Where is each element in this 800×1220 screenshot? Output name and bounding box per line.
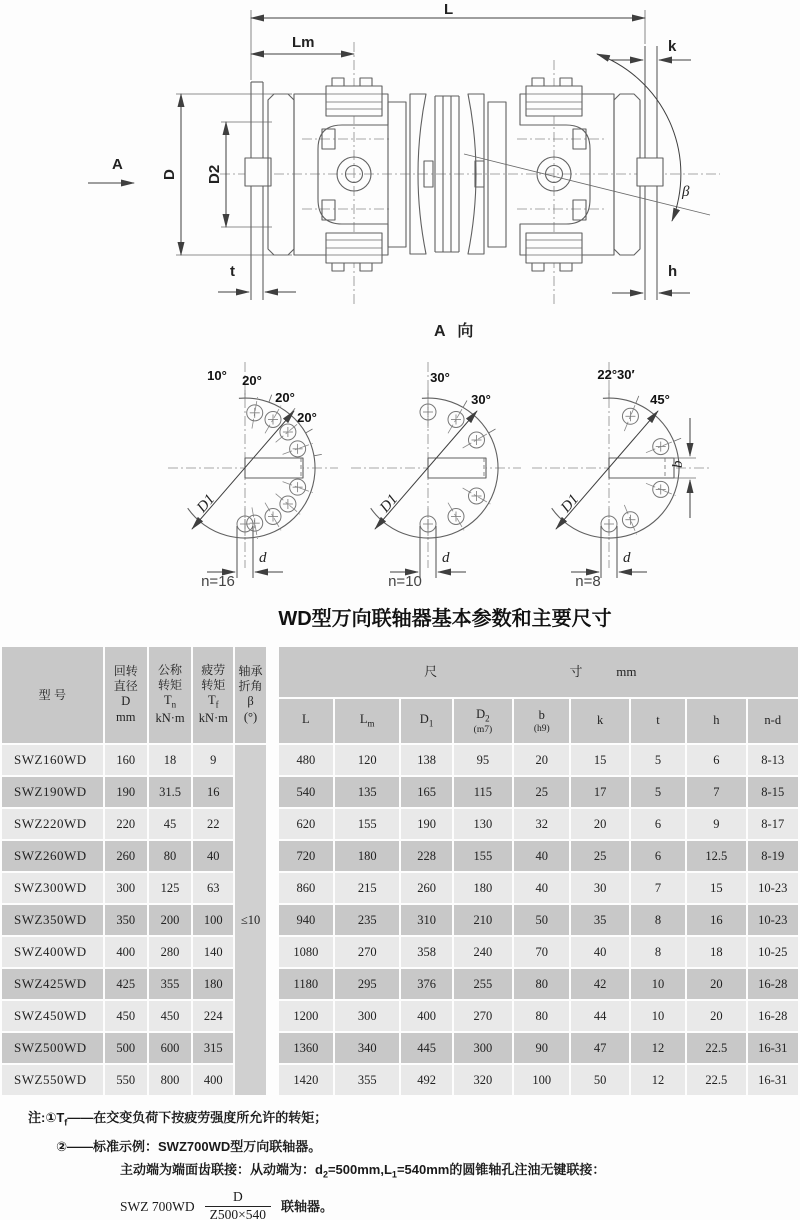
dim-label-D: D [161, 169, 178, 180]
value-cell: 300 [335, 1001, 399, 1031]
model-cell: SWZ190WD [2, 777, 103, 807]
hole-count-caption: n=10 [388, 573, 422, 590]
header-model: 型 号 [2, 647, 103, 743]
value-cell: 18 [687, 937, 745, 967]
value-cell: 16-31 [748, 1065, 798, 1095]
angle-label: 20° [242, 373, 262, 388]
header-t: t [631, 699, 685, 743]
dim-label-L: L [444, 2, 454, 18]
right-yoke [520, 94, 614, 255]
value-cell: 400 [105, 937, 147, 967]
bolt-circle-n10 [343, 356, 533, 598]
dim-label-b: b [670, 460, 686, 468]
view-caption: A 向 [434, 323, 478, 340]
value-cell: 400 [193, 1065, 233, 1095]
value-cell: 355 [149, 969, 191, 999]
model-cell: SWZ400WD [2, 937, 103, 967]
table-row [2, 905, 798, 935]
table-body [2, 745, 798, 1095]
value-cell: 600 [149, 1033, 191, 1063]
value-cell: 10-25 [748, 937, 798, 967]
value-cell: 135 [335, 777, 399, 807]
value-cell: 12 [631, 1065, 685, 1095]
value-cell: 40 [514, 873, 569, 903]
value-cell: 138 [401, 745, 451, 775]
value-cell: 8 [631, 905, 685, 935]
coupling-drawing [72, 2, 752, 350]
table-row [2, 1065, 798, 1095]
beta-value-cell: ≤10 [235, 745, 265, 1095]
value-cell: 376 [401, 969, 451, 999]
model-cell: SWZ220WD [2, 809, 103, 839]
header-nd: n-d [748, 699, 798, 743]
table-gap-column [268, 647, 277, 743]
angle-label: 10° [207, 368, 227, 383]
value-cell: 215 [335, 873, 399, 903]
value-cell: 940 [279, 905, 333, 935]
parameter-table [0, 645, 800, 1097]
model-cell: SWZ550WD [2, 1065, 103, 1095]
header-L: L [279, 699, 333, 743]
value-cell: 270 [335, 937, 399, 967]
value-cell: 95 [454, 745, 512, 775]
value-cell: 425 [105, 969, 147, 999]
value-cell: 6 [631, 809, 685, 839]
value-cell: 8-19 [748, 841, 798, 871]
value-cell: 20 [514, 745, 569, 775]
value-cell: 450 [149, 1001, 191, 1031]
value-cell: 40 [193, 841, 233, 871]
table-row [2, 841, 798, 871]
value-cell: 80 [514, 1001, 569, 1031]
value-cell: 18 [149, 745, 191, 775]
left-key-block [245, 158, 271, 186]
value-cell: 260 [105, 841, 147, 871]
header-D1: $D_1$ [401, 699, 451, 743]
value-cell: 90 [514, 1033, 569, 1063]
header-dimensions: 尺 寸 mm [279, 647, 798, 697]
value-cell: 15 [687, 873, 745, 903]
table-row [2, 873, 798, 903]
value-cell: 860 [279, 873, 333, 903]
angle-label: 30° [430, 370, 450, 385]
note-4: SWZ 700WD $\frac{D}{Z500\times 540}$ 联轴器。 [120, 1186, 800, 1220]
value-cell: 25 [571, 841, 628, 871]
value-cell: 100 [514, 1065, 569, 1095]
value-cell: 500 [105, 1033, 147, 1063]
value-cell: 300 [454, 1033, 512, 1063]
model-cell: SWZ425WD [2, 969, 103, 999]
value-cell: 165 [401, 777, 451, 807]
value-cell: 6 [687, 745, 745, 775]
header-nominal-torque: 公称 转矩 $T_n$ kN·m [149, 647, 191, 743]
header-diameter: 回转 直径 D mm [105, 647, 147, 743]
table-row [2, 969, 798, 999]
value-cell: 9 [193, 745, 233, 775]
value-cell: 50 [514, 905, 569, 935]
value-cell: 620 [279, 809, 333, 839]
value-cell: 9 [687, 809, 745, 839]
model-cell: SWZ500WD [2, 1033, 103, 1063]
value-cell: 445 [401, 1033, 451, 1063]
value-cell: 12.5 [687, 841, 745, 871]
value-cell: 20 [687, 969, 745, 999]
hole-count-caption: n=8 [575, 573, 601, 590]
value-cell: 450 [105, 1001, 147, 1031]
table-gap-column [268, 745, 277, 1095]
value-cell: 22 [193, 809, 233, 839]
value-cell: 320 [454, 1065, 512, 1095]
value-cell: 550 [105, 1065, 147, 1095]
value-cell: 6 [631, 841, 685, 871]
value-cell: 224 [193, 1001, 233, 1031]
hub-section [245, 458, 303, 478]
model-cell: SWZ450WD [2, 1001, 103, 1031]
dim-label-h: h [668, 263, 678, 280]
table-row [2, 777, 798, 807]
value-cell: 235 [335, 905, 399, 935]
value-cell: 42 [571, 969, 628, 999]
table-row [2, 1033, 798, 1063]
model-cell: SWZ160WD [2, 745, 103, 775]
angle-label: 30° [471, 392, 491, 407]
value-cell: 255 [454, 969, 512, 999]
value-cell: 12 [631, 1033, 685, 1063]
model-cell: SWZ350WD [2, 905, 103, 935]
value-cell: 10 [631, 1001, 685, 1031]
value-cell: 20 [571, 809, 628, 839]
bolt-circle-n8 [524, 356, 720, 598]
value-cell: 70 [514, 937, 569, 967]
dim-label-D1: D1 [377, 491, 402, 516]
header-D2: $D_2$ (m7) [454, 699, 512, 743]
value-cell: 260 [401, 873, 451, 903]
dim-label-d: d [442, 550, 450, 566]
value-cell: 16 [193, 777, 233, 807]
value-cell: 100 [193, 905, 233, 935]
footnotes [0, 1106, 800, 1220]
value-cell: 310 [401, 905, 451, 935]
value-cell: 180 [335, 841, 399, 871]
value-cell: 280 [149, 937, 191, 967]
value-cell: 240 [454, 937, 512, 967]
value-cell: 35 [571, 905, 628, 935]
value-cell: 125 [149, 873, 191, 903]
value-cell: 40 [514, 841, 569, 871]
value-cell: 1200 [279, 1001, 333, 1031]
dim-label-t: t [230, 263, 235, 280]
right-key-block [637, 158, 663, 186]
note-1: 注$:①T_f——$在交变负荷下按疲劳强度所允许的转矩； [28, 1110, 328, 1128]
table-row [2, 745, 798, 775]
value-cell: 16 [687, 905, 745, 935]
dim-label-beta: β [682, 184, 690, 200]
angle-label: 45° [650, 392, 670, 407]
beta-axis-line [464, 154, 710, 215]
value-cell: 270 [454, 1001, 512, 1031]
value-cell: 210 [454, 905, 512, 935]
value-cell: 17 [571, 777, 628, 807]
value-cell: 5 [631, 777, 685, 807]
table-row [2, 937, 798, 967]
value-cell: 358 [401, 937, 451, 967]
value-cell: 10 [631, 969, 685, 999]
value-cell: 16-28 [748, 1001, 798, 1031]
value-cell: 400 [401, 1001, 451, 1031]
value-cell: 8-15 [748, 777, 798, 807]
value-cell: 180 [454, 873, 512, 903]
value-cell: 8 [631, 937, 685, 967]
value-cell: 22.5 [687, 1033, 745, 1063]
value-cell: 1420 [279, 1065, 333, 1095]
value-cell: 30 [571, 873, 628, 903]
value-cell: 40 [571, 937, 628, 967]
value-cell: 350 [105, 905, 147, 935]
value-cell: 50 [571, 1065, 628, 1095]
angle-label: 20° [275, 390, 295, 405]
value-cell: 480 [279, 745, 333, 775]
header-fatigue-torque: 疲劳 转矩 $T_f$ kN·m [193, 647, 233, 743]
value-cell: 120 [335, 745, 399, 775]
value-cell: 540 [279, 777, 333, 807]
value-cell: 115 [454, 777, 512, 807]
beta-arc [597, 54, 681, 221]
dim-label-k: k [668, 38, 677, 55]
value-cell: 32 [514, 809, 569, 839]
header-b: b (h9) [514, 699, 569, 743]
model-cell: SWZ300WD [2, 873, 103, 903]
left-yoke [294, 94, 388, 255]
angle-label: 20° [297, 410, 317, 425]
value-cell: 295 [335, 969, 399, 999]
model-cell: SWZ260WD [2, 841, 103, 871]
dim-label-D2: D2 [206, 164, 223, 184]
value-cell: 16-31 [748, 1033, 798, 1063]
value-cell: 800 [149, 1065, 191, 1095]
value-cell: 80 [149, 841, 191, 871]
header-k: k [571, 699, 628, 743]
value-cell: 190 [105, 777, 147, 807]
page-title: WD型万向联轴器基本参数和主要尺寸 [278, 608, 612, 630]
value-cell: 31.5 [149, 777, 191, 807]
bolt-circle-n16 [160, 356, 350, 598]
dim-label-Lm: Lm [292, 34, 315, 51]
value-cell: 80 [514, 969, 569, 999]
value-cell: 15 [571, 745, 628, 775]
value-cell: 1080 [279, 937, 333, 967]
value-cell: 1360 [279, 1033, 333, 1063]
value-cell: 22.5 [687, 1065, 745, 1095]
hole-count-caption: n=16 [201, 573, 235, 590]
value-cell: 355 [335, 1065, 399, 1095]
value-cell: 45 [149, 809, 191, 839]
note-3: 主动端为端面齿联接：从动端为：$d_2=500mm,L_1=540mm$的圆锥轴孔注油无键联接： [120, 1161, 606, 1180]
value-cell: 228 [401, 841, 451, 871]
dim-label-D1: D1 [194, 491, 219, 516]
value-cell: 20 [687, 1001, 745, 1031]
hub-section [609, 458, 674, 478]
value-cell: 130 [454, 809, 512, 839]
angle-label: 22°30′ [597, 367, 635, 382]
value-cell: 492 [401, 1065, 451, 1095]
value-cell: 140 [193, 937, 233, 967]
note-2: ②——标准示例：SWZ700WD型万向联轴器。 [56, 1138, 322, 1154]
value-cell: 220 [105, 809, 147, 839]
value-cell: 5 [631, 745, 685, 775]
value-cell: 155 [335, 809, 399, 839]
value-cell: 315 [193, 1033, 233, 1063]
designation-fraction: $\frac{D}{Z500\times 540}$ [205, 1189, 271, 1220]
value-cell: 25 [514, 777, 569, 807]
value-cell: 63 [193, 873, 233, 903]
value-cell: 155 [454, 841, 512, 871]
header-Lm: $L_m$ [335, 699, 399, 743]
value-cell: 7 [687, 777, 745, 807]
table-row [2, 1001, 798, 1031]
header-bearing-angle: 轴承 折角 β (°) [235, 647, 265, 743]
value-cell: 47 [571, 1033, 628, 1063]
value-cell: 200 [149, 905, 191, 935]
value-cell: 300 [105, 873, 147, 903]
table-row [2, 809, 798, 839]
view-arrow-label: A [112, 156, 123, 173]
value-cell: 8-13 [748, 745, 798, 775]
value-cell: 44 [571, 1001, 628, 1031]
value-cell: 190 [401, 809, 451, 839]
dim-label-d: d [623, 550, 631, 566]
value-cell: 340 [335, 1033, 399, 1063]
value-cell: 8-17 [748, 809, 798, 839]
value-cell: 10-23 [748, 905, 798, 935]
value-cell: 10-23 [748, 873, 798, 903]
value-cell: 16-28 [748, 969, 798, 999]
parameter-table-wrap [0, 645, 800, 1097]
dim-label-d: d [259, 550, 267, 566]
value-cell: 160 [105, 745, 147, 775]
header-h: h [687, 699, 745, 743]
hub-section [428, 458, 486, 478]
value-cell: 7 [631, 873, 685, 903]
value-cell: 1180 [279, 969, 333, 999]
dim-label-D1: D1 [558, 491, 583, 516]
value-cell: 180 [193, 969, 233, 999]
value-cell: 720 [279, 841, 333, 871]
